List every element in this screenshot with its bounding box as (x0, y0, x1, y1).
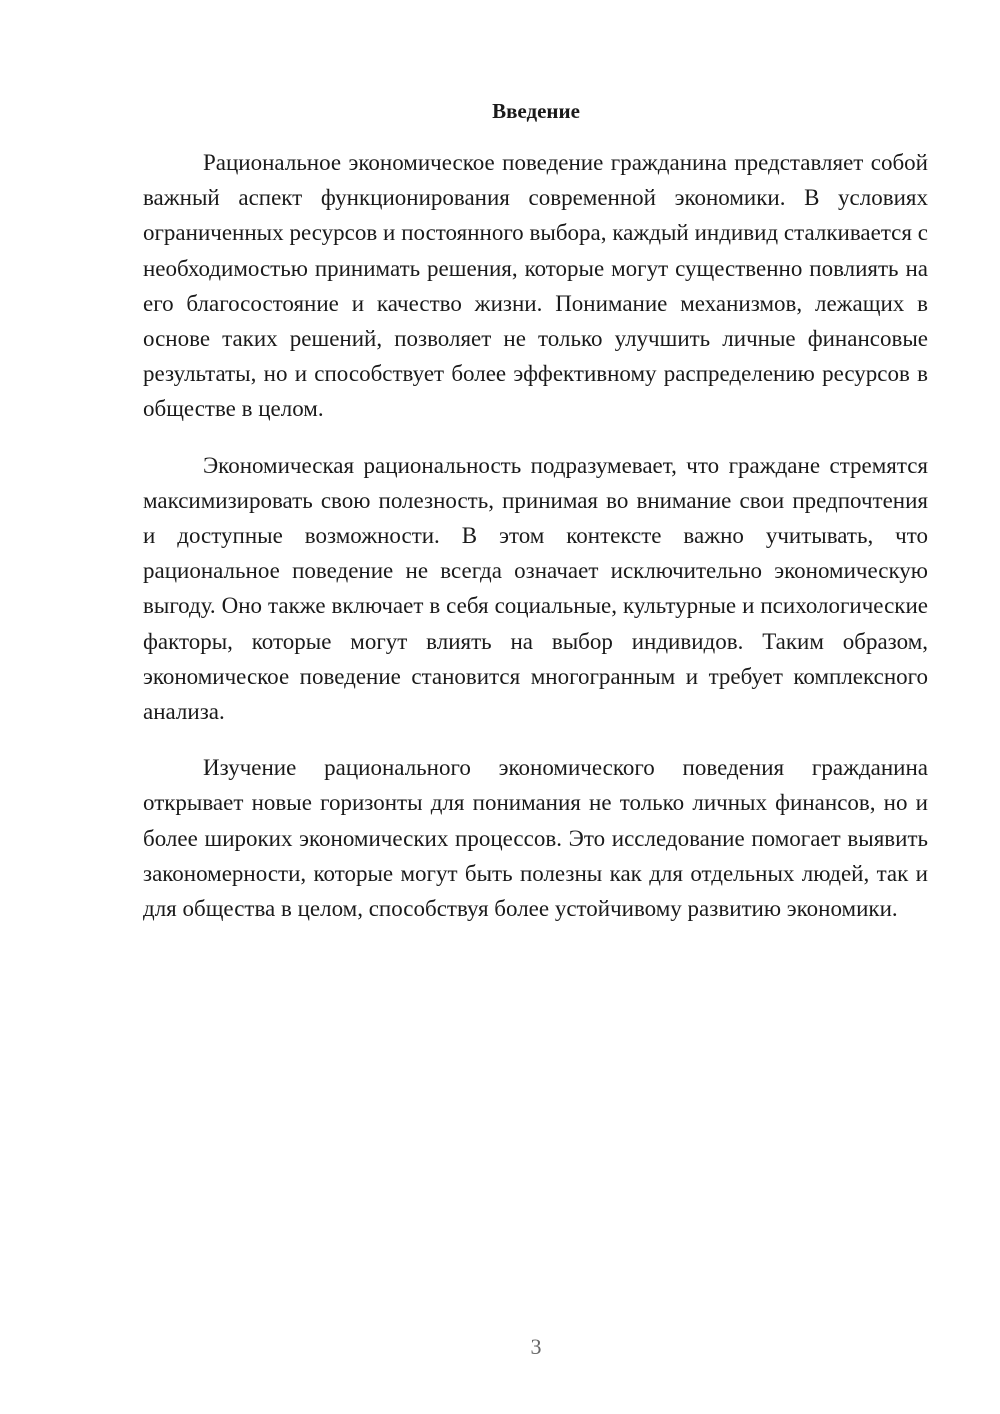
body-text (143, 145, 928, 947)
paragraph-3: Изучение рационального экономического поведения гражданина открывает новые горизонты для понимания не только личных финансов, но и более широких экономических процессов. Это исследование помогает выявить закономерности, которые могут быть полезны как для отдельных людей, так и для общества в целом, способствуя более устойчивому развитию экономики. (143, 755, 928, 922)
paragraph-2: Экономическая рациональность подразумевает, что граждане стремятся максимизировать свою полезность, принимая во внимание свои предпочтения и доступные возможности. В этом контексте важно учитывать, что рациональное поведение не всегда означает исключительно экономическую выгоду. Оно также включает в себя социальные, культурные и психологические факторы, которые могут влиять на выбор индивидов. Таким образом, экономическое поведение становится многогранным и требует комплексного анализа. (143, 452, 928, 725)
page-title: Введение (492, 99, 580, 123)
page-number: 3 (530, 1334, 542, 1359)
paragraph-1: Рациональное экономическое поведение гражданина представляет собой важный аспект функционирования современной экономики. В условиях ограниченных ресурсов и постоянного выбора, каждый индивид сталкивается с необходимостью принимать решения, которые могут существенно повлиять на его благосостояние и качество жизни. Понимание механизмов, лежащих в основе таких решений, позволяет не только улучшить личные финансовые результаты, но и способствует более эффективному распределению ресурсов в обществе в целом. (143, 150, 928, 422)
